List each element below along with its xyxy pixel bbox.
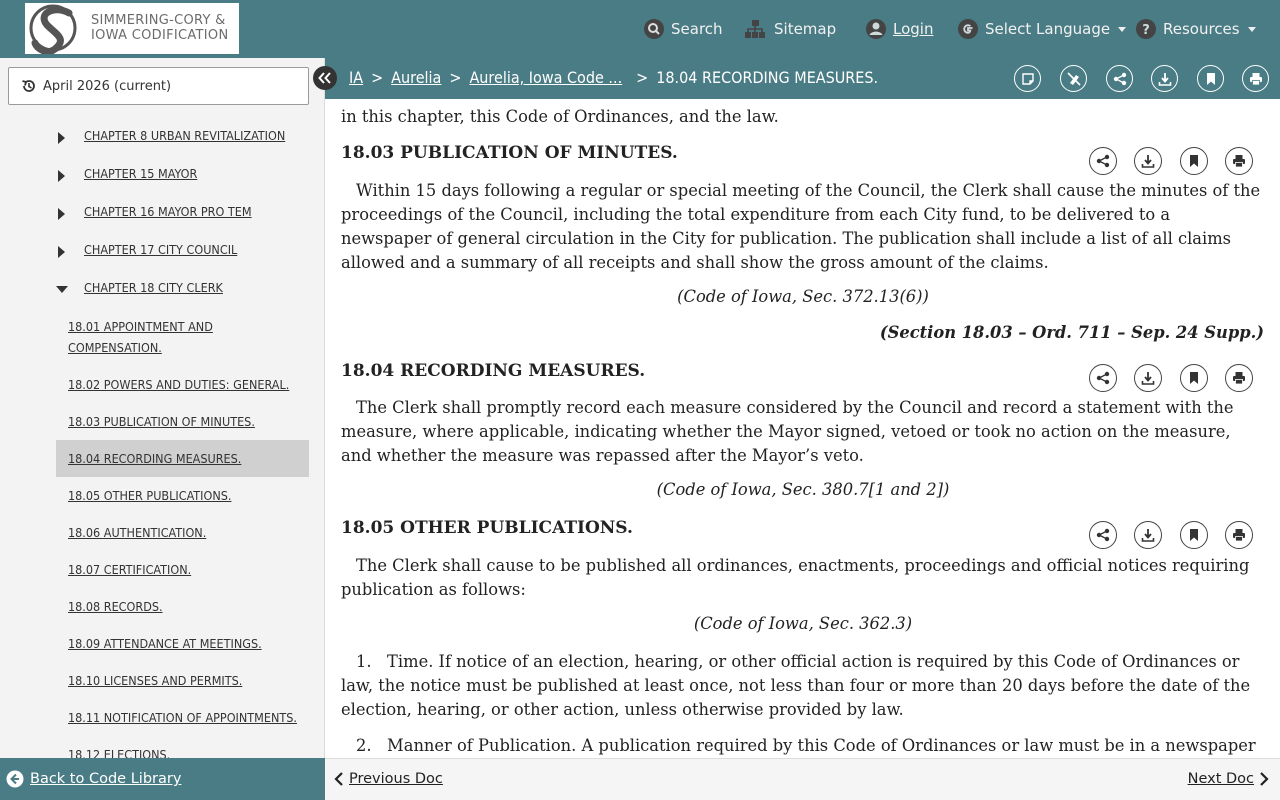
print-icon <box>1249 72 1263 86</box>
toc-section-label[interactable]: 18.10 LICENSES AND PERMITS. <box>68 673 243 688</box>
share-icon <box>1096 154 1110 168</box>
chevron-right-icon[interactable] <box>58 132 65 144</box>
site-logo[interactable] <box>25 3 239 54</box>
section-share-button[interactable] <box>1089 147 1117 175</box>
highlight-toggle-button[interactable] <box>1060 65 1087 92</box>
toc-section-label[interactable]: 18.05 OTHER PUBLICATIONS. <box>68 488 232 503</box>
language-select[interactable] <box>957 17 1126 41</box>
bookmark-button[interactable] <box>1197 65 1224 92</box>
toc-section-label[interactable]: 18.06 AUTHENTICATION. <box>68 525 207 540</box>
section-print-button[interactable] <box>1225 364 1253 392</box>
back-to-library-label: Back to Code Library <box>30 771 182 787</box>
share-icon <box>1096 371 1110 385</box>
toc-chapter-label[interactable]: CHAPTER 8 URBAN REVITALIZATION <box>84 128 286 143</box>
breadcrumb-city[interactable]: Aurelia <box>391 68 442 87</box>
section-download-button[interactable] <box>1134 147 1162 175</box>
paragraph: in this chapter, this Code of Ordinances, and the law. <box>341 107 779 126</box>
history-note: (Section 18.03 – Ord. 711 – Sep. 24 Supp.) <box>879 323 1264 342</box>
svg-text:?: ? <box>1142 23 1150 38</box>
nav-resources-label: Resources <box>1163 20 1240 38</box>
previous-doc-label: Previous Doc <box>349 771 443 787</box>
breadcrumb-separator: > <box>371 68 384 87</box>
nav-resources[interactable] <box>1135 17 1256 41</box>
chevron-left-icon <box>333 771 345 787</box>
toc-section-label[interactable]: 18.11 NOTIFICATION OF APPOINTMENTS. <box>68 710 297 725</box>
logo-line-2: IOWA CODIFICATION <box>91 28 229 43</box>
section-bookmark-button[interactable] <box>1180 521 1208 549</box>
next-doc-label: Next Doc <box>1187 771 1254 787</box>
user-icon <box>865 18 887 40</box>
toc-section-label[interactable]: 18.04 RECORDING MEASURES. <box>68 451 242 466</box>
breadcrumb-code[interactable]: Aurelia, Iowa Code ... <box>469 68 623 87</box>
breadcrumb-state[interactable]: IA <box>349 68 364 87</box>
collapse-sidebar-button[interactable] <box>313 66 337 90</box>
back-to-library-link[interactable] <box>0 758 325 800</box>
nav-search-label: Search <box>671 20 723 38</box>
nav-sitemap-label: Sitemap <box>774 20 837 38</box>
list-item: 1. Time. If notice of an election, hearing, or other official action is required by this Code of Ordinances or law, the notice must be published at least once, not less than four or more than 20 days before the date of the election, hearing, or other action, unless otherwise provided by law. <box>341 652 1256 719</box>
chevron-right-icon[interactable] <box>58 170 65 182</box>
section-share-button[interactable] <box>1089 521 1117 549</box>
toc-chapter-15[interactable] <box>0 166 325 186</box>
toc-chapter-label[interactable]: CHAPTER 15 MAYOR <box>84 166 198 181</box>
toc-chapter-label[interactable]: CHAPTER 17 CITY COUNCIL <box>84 242 238 257</box>
logo-mark-icon <box>25 3 87 54</box>
section-share-button[interactable] <box>1089 364 1117 392</box>
search-icon <box>643 18 665 40</box>
logo-line-1: SIMMERING-CORY & <box>91 13 226 28</box>
chevron-down-icon <box>1248 27 1256 32</box>
section-title-18-05: 18.05 OTHER PUBLICATIONS. <box>341 518 633 538</box>
document-content <box>325 99 1280 758</box>
toc-chapter-label[interactable]: CHAPTER 16 MAYOR PRO TEM <box>84 204 252 219</box>
breadcrumb <box>349 68 878 87</box>
section-download-button[interactable] <box>1134 521 1162 549</box>
download-icon <box>1141 154 1155 168</box>
chevron-right-icon[interactable] <box>58 208 65 220</box>
version-select-value: April 2026 (current) <box>43 78 172 94</box>
chevron-right-icon[interactable] <box>58 246 65 258</box>
toc-section-label[interactable]: 18.03 PUBLICATION OF MINUTES. <box>68 414 255 429</box>
toc-section-label[interactable]: 18.02 POWERS AND DUTIES: GENERAL. <box>68 377 290 392</box>
breadcrumb-bar <box>325 58 1280 99</box>
bookmark-icon <box>1188 154 1200 168</box>
toc-section-label[interactable]: 18.12 ELECTIONS. <box>68 747 171 758</box>
citation: (Code of Iowa, Sec. 372.13(6)) <box>677 287 929 306</box>
chevron-down-icon <box>1118 27 1126 32</box>
nav-login-label: Login <box>893 20 934 38</box>
citation: (Code of Iowa, Sec. 380.7[1 and 2]) <box>656 480 950 499</box>
toc-section-label[interactable]: 18.08 RECORDS. <box>68 599 163 614</box>
share-icon <box>1096 528 1110 542</box>
chevron-right-icon <box>1258 771 1270 787</box>
google-icon <box>957 18 979 40</box>
section-title-18-04: 18.04 RECORDING MEASURES. <box>341 361 646 381</box>
chevron-down-icon[interactable] <box>56 286 68 293</box>
toc-section-label[interactable]: 18.09 ATTENDANCE AT MEETINGS. <box>68 636 262 651</box>
toc-chapter-8[interactable] <box>0 128 325 148</box>
nav-login[interactable] <box>865 17 933 41</box>
list-item: 2. Manner of Publication. A publication required by this Code of Ordinances or law must be in a newspaper <box>356 736 1256 755</box>
section-title-18-03: 18.03 PUBLICATION OF MINUTES. <box>341 143 678 163</box>
highlighter-off-icon <box>1066 71 1082 87</box>
toc-chapter-label[interactable]: CHAPTER 18 CITY CLERK <box>84 280 223 295</box>
toc-section-label[interactable]: 18.01 APPOINTMENT AND COMPENSATION. <box>68 319 213 355</box>
section-body-18-03: Within 15 days following a regular or special meeting of the Council, the Clerk shall cause the minutes of the proceedings of the Council, including the total expenditure from each City fund, to be delivered to a newspaper of general circulation in the City for publication. The publication shall include a list of all claims allowed and a summary of all receipts and shall show the gross amount of the claims. <box>341 181 1261 272</box>
previous-doc-link[interactable] <box>333 771 443 787</box>
language-select-label: Select Language <box>985 20 1111 38</box>
bookmark-icon <box>1205 72 1217 86</box>
breadcrumb-separator: > <box>449 68 462 87</box>
section-print-button[interactable] <box>1225 147 1253 175</box>
breadcrumb-current: 18.04 RECORDING MEASURES. <box>656 68 879 87</box>
logo-text <box>91 13 229 43</box>
section-print-button[interactable] <box>1225 521 1253 549</box>
history-icon <box>21 78 37 94</box>
share-button[interactable] <box>1106 65 1133 92</box>
bookmark-icon <box>1188 528 1200 542</box>
download-icon <box>1141 371 1155 385</box>
toc-section-label[interactable]: 18.07 CERTIFICATION. <box>68 562 192 577</box>
download-icon <box>1158 72 1172 86</box>
section-bookmark-button[interactable] <box>1180 147 1208 175</box>
section-bookmark-button[interactable] <box>1180 364 1208 392</box>
bookmark-icon <box>1188 371 1200 385</box>
print-icon <box>1232 371 1246 385</box>
notes-button[interactable] <box>1014 65 1041 92</box>
note-icon <box>1021 72 1035 86</box>
citation: (Code of Iowa, Sec. 362.3) <box>693 614 913 633</box>
double-chevron-left-icon <box>318 72 332 84</box>
doc-pager <box>325 758 1280 800</box>
toc-sidebar <box>0 58 325 758</box>
print-icon <box>1232 154 1246 168</box>
print-icon <box>1232 528 1246 542</box>
section-body-18-05: The Clerk shall cause to be published all ordinances, enactments, proceedings and official notices requiring publication as follows: <box>341 556 1250 599</box>
toc-chapter-17[interactable] <box>0 242 325 262</box>
download-button[interactable] <box>1151 65 1178 92</box>
share-icon <box>1113 72 1127 86</box>
nav-sitemap[interactable] <box>742 17 836 41</box>
top-header <box>0 0 1280 58</box>
help-icon <box>1135 18 1157 40</box>
section-body-18-04: The Clerk shall promptly record each measure considered by the Council and record a statement with the measure, where applicable, indicating whether the Mayor signed, vetoed or took no action on the measure, and whether the measure was repassed after the Mayor’s veto. <box>341 398 1234 465</box>
arrow-left-circle-icon <box>6 770 24 788</box>
version-select[interactable] <box>8 67 309 105</box>
toc-chapter-18[interactable] <box>0 280 325 300</box>
print-button[interactable] <box>1242 65 1269 92</box>
breadcrumb-separator: > <box>636 68 649 87</box>
section-download-button[interactable] <box>1134 364 1162 392</box>
sitemap-icon <box>742 18 768 40</box>
toc-chapter-16[interactable] <box>0 204 325 224</box>
next-doc-link[interactable] <box>1188 771 1270 787</box>
nav-search[interactable] <box>643 17 723 41</box>
download-icon <box>1141 528 1155 542</box>
